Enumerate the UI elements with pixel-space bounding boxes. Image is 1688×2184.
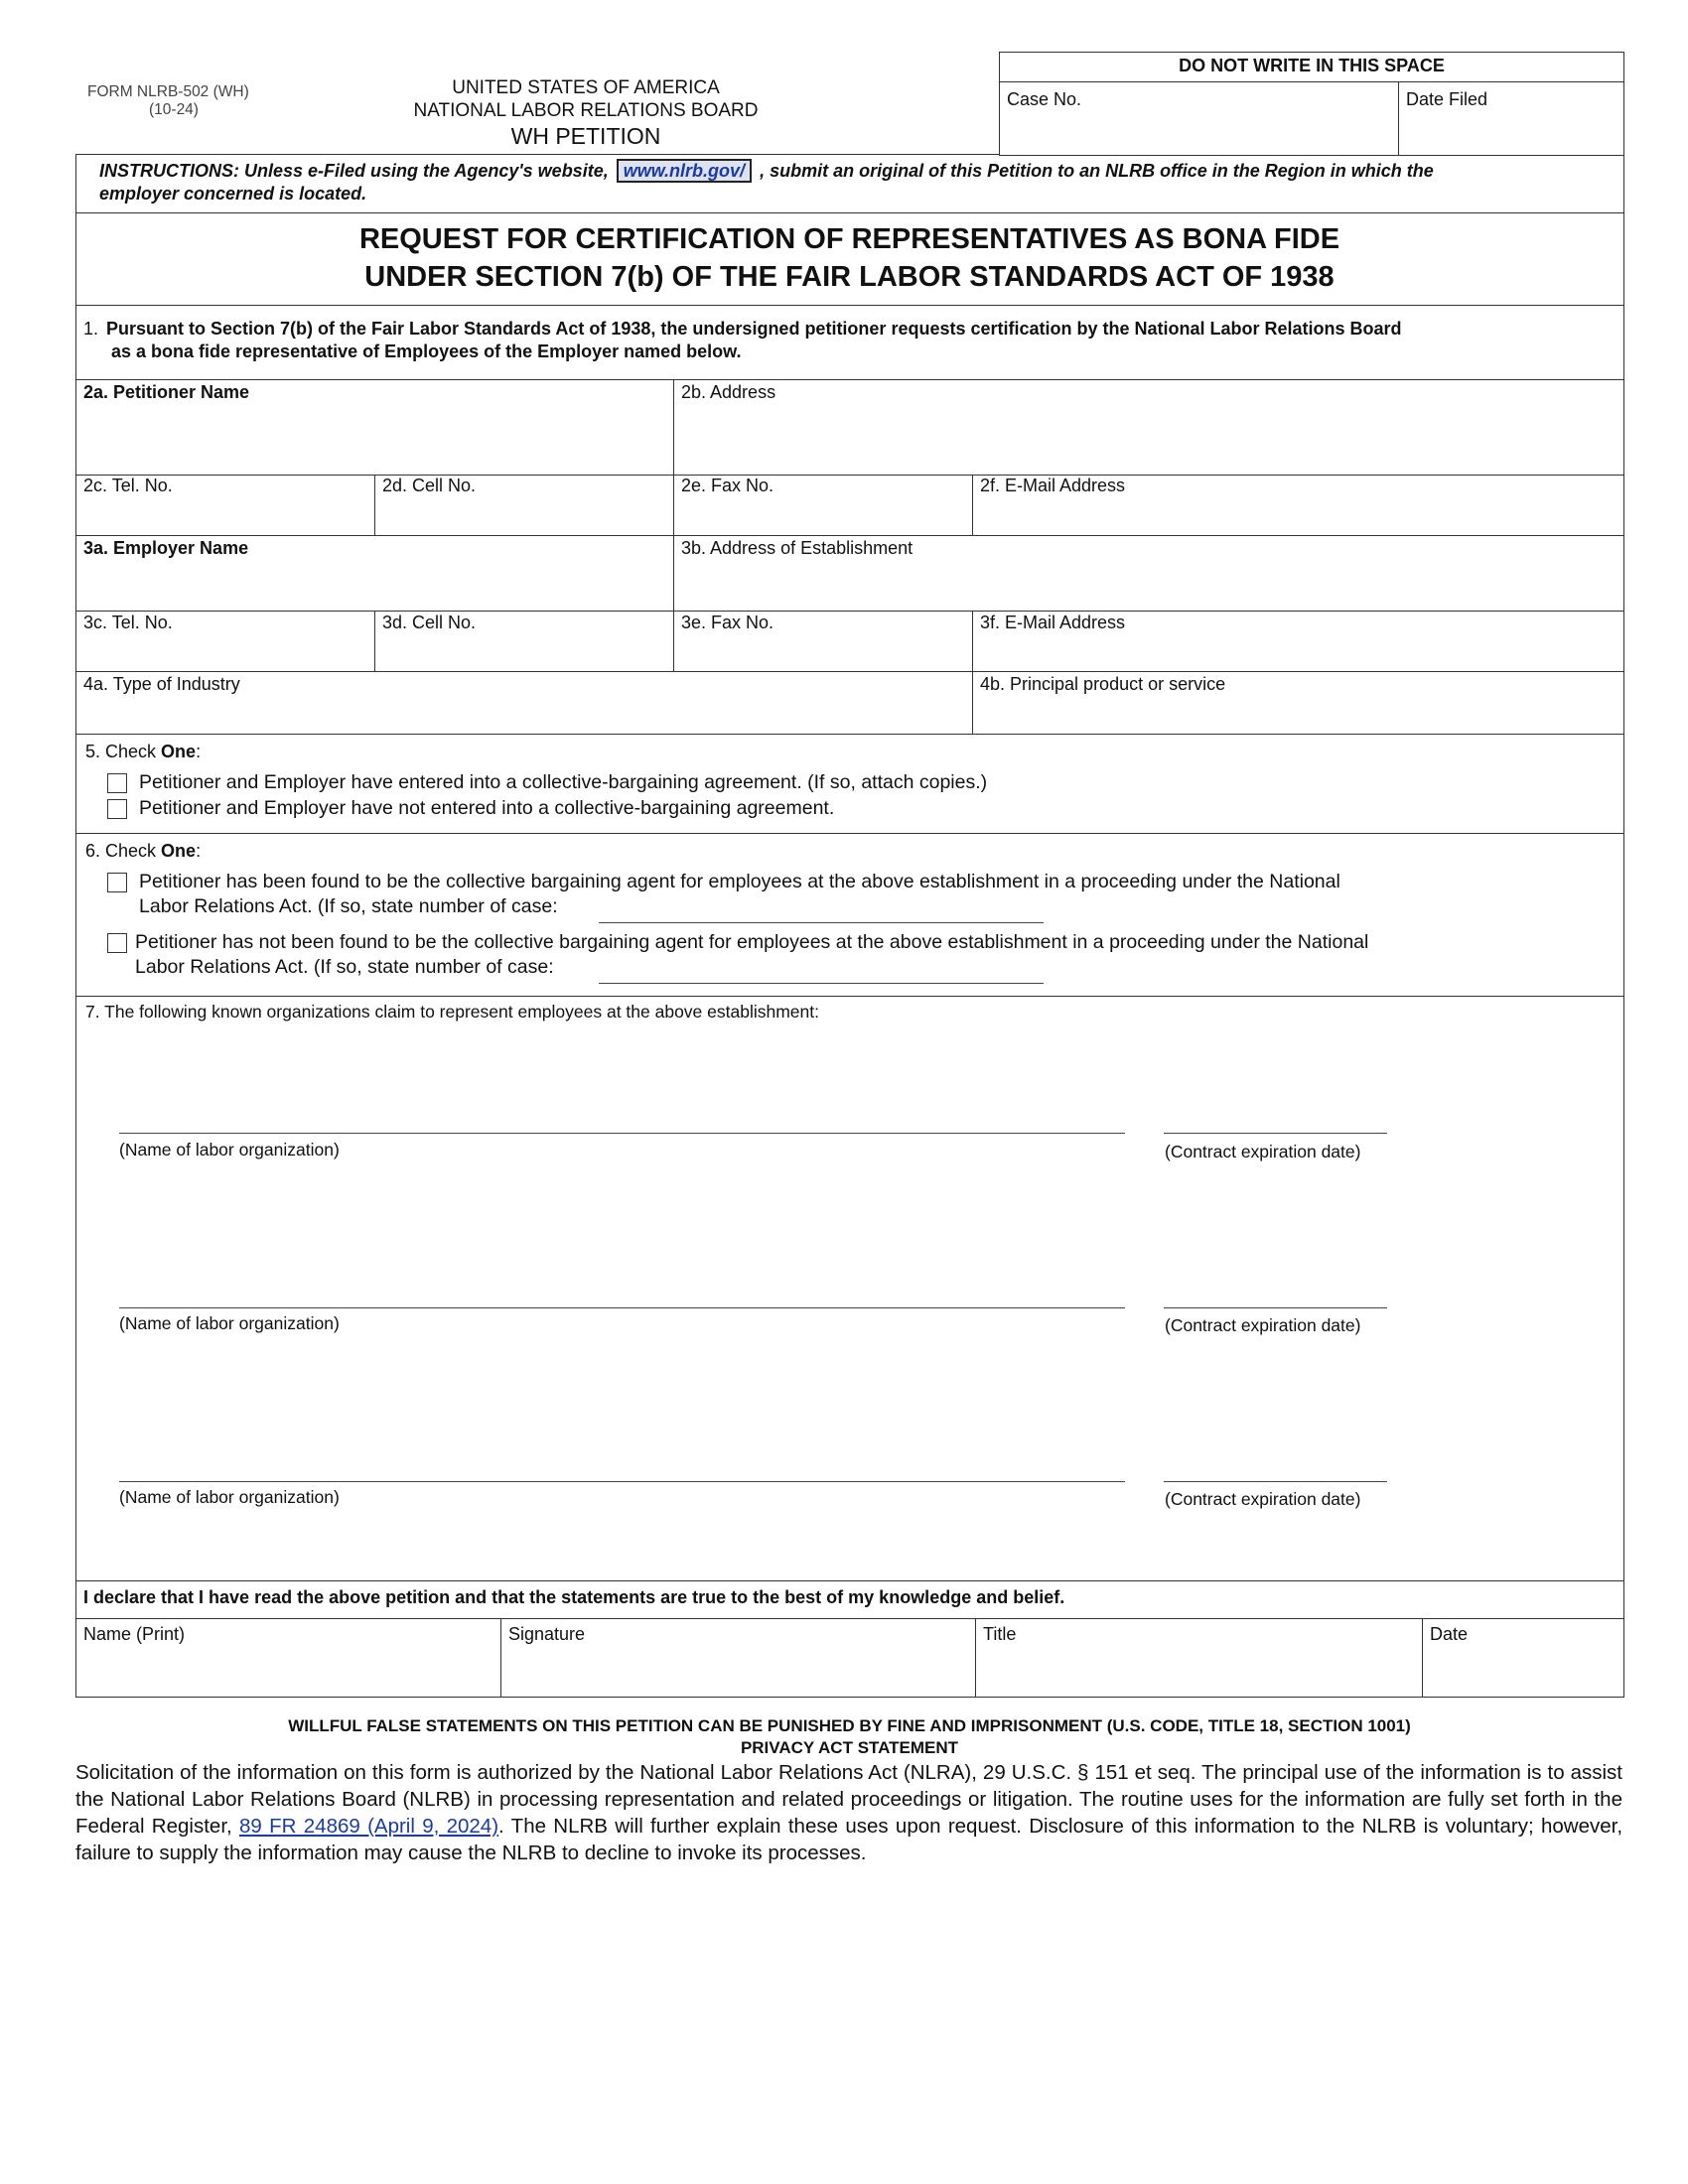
form-number: FORM NLRB-502 (WH) [87,83,249,100]
employer-address-field[interactable]: 3b. Address of Establishment [681,538,914,558]
item1-line2: as a bona fide representative of Employees of the Employer named below. [111,341,742,361]
form-revision: (10-24) [149,101,199,118]
item6-option2-case-number-input[interactable] [599,983,1044,984]
item5-label: 5. Check One: [85,742,202,761]
instructions-prefix: INSTRUCTIONS: Unless e-Filed using the Agency's website, [99,161,609,181]
employer-cell-field[interactable]: 3d. Cell No. [382,613,477,632]
main-title [75,220,1623,296]
labor-organization-label: (Name of labor organization) [119,1313,340,1333]
employer-name-field[interactable]: 3a. Employer Name [83,538,249,558]
petitioner-tel-field[interactable]: 2c. Tel. No. [83,476,173,495]
agency-line2: NATIONAL LABOR RELATIONS BOARD [413,100,759,121]
item6-option1-line1: Petitioner has been found to be the collective bargaining agent for employees at the above establishment in a proceeding under the National [139,871,1340,892]
signature-field[interactable]: Signature [508,1624,586,1644]
item6-label: 6. Check One: [85,841,202,861]
labor-organization-input[interactable] [119,1133,1125,1134]
office-use-box [999,52,1624,156]
petitioner-address-field[interactable]: 2b. Address [681,382,776,402]
federal-register-link[interactable]: 89 FR 24869 (April 9, 2024) [239,1815,499,1838]
agency-header [387,77,784,150]
petitioner-name-field[interactable]: 2a. Petitioner Name [83,382,250,402]
instructions-suffix: , submit an original of this Petition to an NLRB office in the Region in which the [760,161,1434,181]
contract-expiration-input[interactable] [1164,1481,1387,1482]
privacy-text-part2: . The NLRB will further explain these uses upon request. Disclosure of this information to the NLRB is voluntary; however, failure to supply the information may cause the NLRB to decline to invoke its processes. [75,1815,1623,1864]
date-field[interactable]: Date [1430,1624,1469,1644]
labor-organization-label: (Name of labor organization) [119,1140,340,1160]
title-field[interactable]: Title [983,1624,1017,1644]
contract-expiration-label: (Contract expiration date) [1165,1315,1361,1335]
privacy-text-part1: Solicitation of the information on this form is authorized by the National Labor Relations Act (NLRA), 29 U.S.C. § 151 et seq. The principal use of the information is to assist the National Labor Relations Board (NLRB) in processing representation and related proceedings or litigation. The routine uses for the information are fully set forth in the Federal Register, [75,1761,1622,1838]
contract-expiration-input[interactable] [1164,1133,1387,1134]
privacy-statement [75,1759,1622,1866]
false-statement-warning: WILLFUL FALSE STATEMENTS ON THIS PETITION CAN BE PUNISHED BY FINE AND IMPRISONMENT (U.S. CODE, TITLE 18, SECTION 1001) [288,1716,1411,1735]
item5-option1-checkbox[interactable] [107,773,127,793]
contract-expiration-label: (Contract expiration date) [1165,1489,1361,1509]
labor-organization-input[interactable] [119,1481,1125,1482]
item6-one: One [161,841,197,861]
name-print-field[interactable]: Name (Print) [83,1624,186,1644]
instructions-line2: employer concerned is located. [99,184,367,204]
item1-line1: Pursuant to Section 7(b) of the Fair Labor Standards Act of 1938, the undersigned petitioner requests certification by the National Labor Relations Board [106,319,1402,339]
petitioner-email-field[interactable]: 2f. E-Mail Address [980,476,1126,495]
item6-option1-checkbox[interactable] [107,873,127,892]
item6-option1-case-number-input[interactable] [599,922,1044,923]
petitioner-cell-field[interactable]: 2d. Cell No. [382,476,477,495]
item7-label: 7. The following known organizations claim to represent employees at the above establishment: [85,1002,819,1022]
declaration-statement: I declare that I have read the above petition and that the statements are true to the best of my knowledge and belief. [83,1587,1065,1607]
item5-option1-label: Petitioner and Employer have entered into a collective-bargaining agreement. (If so, attach copies.) [139,771,988,793]
instructions [99,159,1609,205]
contract-expiration-label: (Contract expiration date) [1165,1142,1361,1161]
item5-one: One [161,742,197,761]
agency-line1: UNITED STATES OF AMERICA [452,77,720,98]
principal-product-field[interactable]: 4b. Principal product or service [980,674,1226,694]
item5-option2-checkbox[interactable] [107,799,127,819]
item5-option2-label: Petitioner and Employer have not entered into a collective-bargaining agreement. [139,797,835,819]
industry-type-field[interactable]: 4a. Type of Industry [83,674,240,694]
nlrb-website-link[interactable]: www.nlrb.gov/ [617,159,752,183]
main-title-line2: UNDER SECTION 7(b) OF THE FAIR LABOR STANDARDS ACT OF 1938 [364,261,1335,293]
main-title-line1: REQUEST FOR CERTIFICATION OF REPRESENTATIVES AS BONA FIDE [358,223,1340,255]
contract-expiration-input[interactable] [1164,1307,1387,1308]
date-filed-label: Date Filed [1406,89,1488,109]
form-frame [75,154,1624,1698]
employer-fax-field[interactable]: 3e. Fax No. [681,613,774,632]
item6-option2-checkbox[interactable] [107,933,127,953]
form-title: WH PETITION [510,123,661,149]
labor-organization-label: (Name of labor organization) [119,1487,340,1507]
petitioner-fax-field[interactable]: 2e. Fax No. [681,476,774,495]
employer-tel-field[interactable]: 3c. Tel. No. [83,613,173,632]
office-use-heading: DO NOT WRITE IN THIS SPACE [1179,56,1445,75]
item6-option2-line2: Labor Relations Act. (If so, state number of case: [135,956,554,978]
employer-email-field[interactable]: 3f. E-Mail Address [980,613,1126,632]
item6-option1-line2: Labor Relations Act. (If so, state number of case: [139,895,558,917]
item1-number: 1. [83,319,99,339]
item1-statement [83,318,1613,363]
privacy-heading: PRIVACY ACT STATEMENT [740,1738,959,1757]
labor-organization-input[interactable] [119,1307,1125,1308]
case-no-label: Case No. [1007,89,1082,109]
item6-option2-line1: Petitioner has not been found to be the collective bargaining agent for employees at the above establishment in a proceeding under the National [135,931,1369,953]
